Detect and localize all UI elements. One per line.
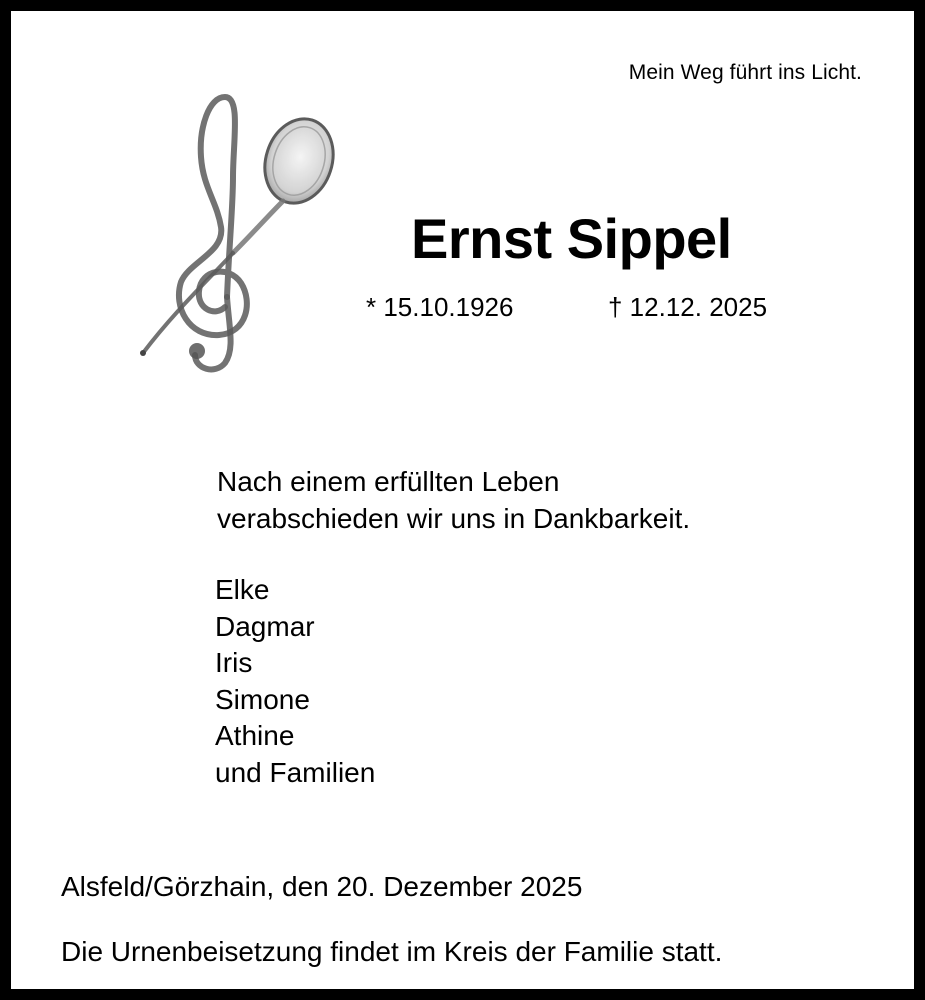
death-date: † 12.12. 2025 <box>608 292 768 322</box>
mourner-name: und Familien <box>215 756 376 788</box>
place-and-date: Alsfeld/Görzhain, den 20. Dezember 2025 <box>61 871 583 902</box>
mourners-list <box>215 572 375 792</box>
message-line: Nach einem erfüllten Leben <box>217 466 560 497</box>
mourner-name: Elke <box>215 574 270 605</box>
farewell-message <box>217 463 690 537</box>
birth-date: * 15.10.1926 <box>366 292 514 322</box>
message-line: verabschieden wir uns in Dankbarkeit. <box>217 503 691 534</box>
mourner-name: Iris <box>215 647 253 679</box>
treble-clef-spoon-drawing <box>129 87 349 377</box>
burial-note: Die Urnenbeisetzung findet im Kreis der Familie statt. <box>61 936 723 967</box>
motto: Mein Weg führt ins Licht. <box>628 61 862 84</box>
mourner-name: Dagmar <box>215 610 315 642</box>
mourner-name: Athine <box>215 720 295 752</box>
deceased-name: Ernst Sippel <box>411 207 732 270</box>
mourner-name: Simone <box>215 683 310 715</box>
